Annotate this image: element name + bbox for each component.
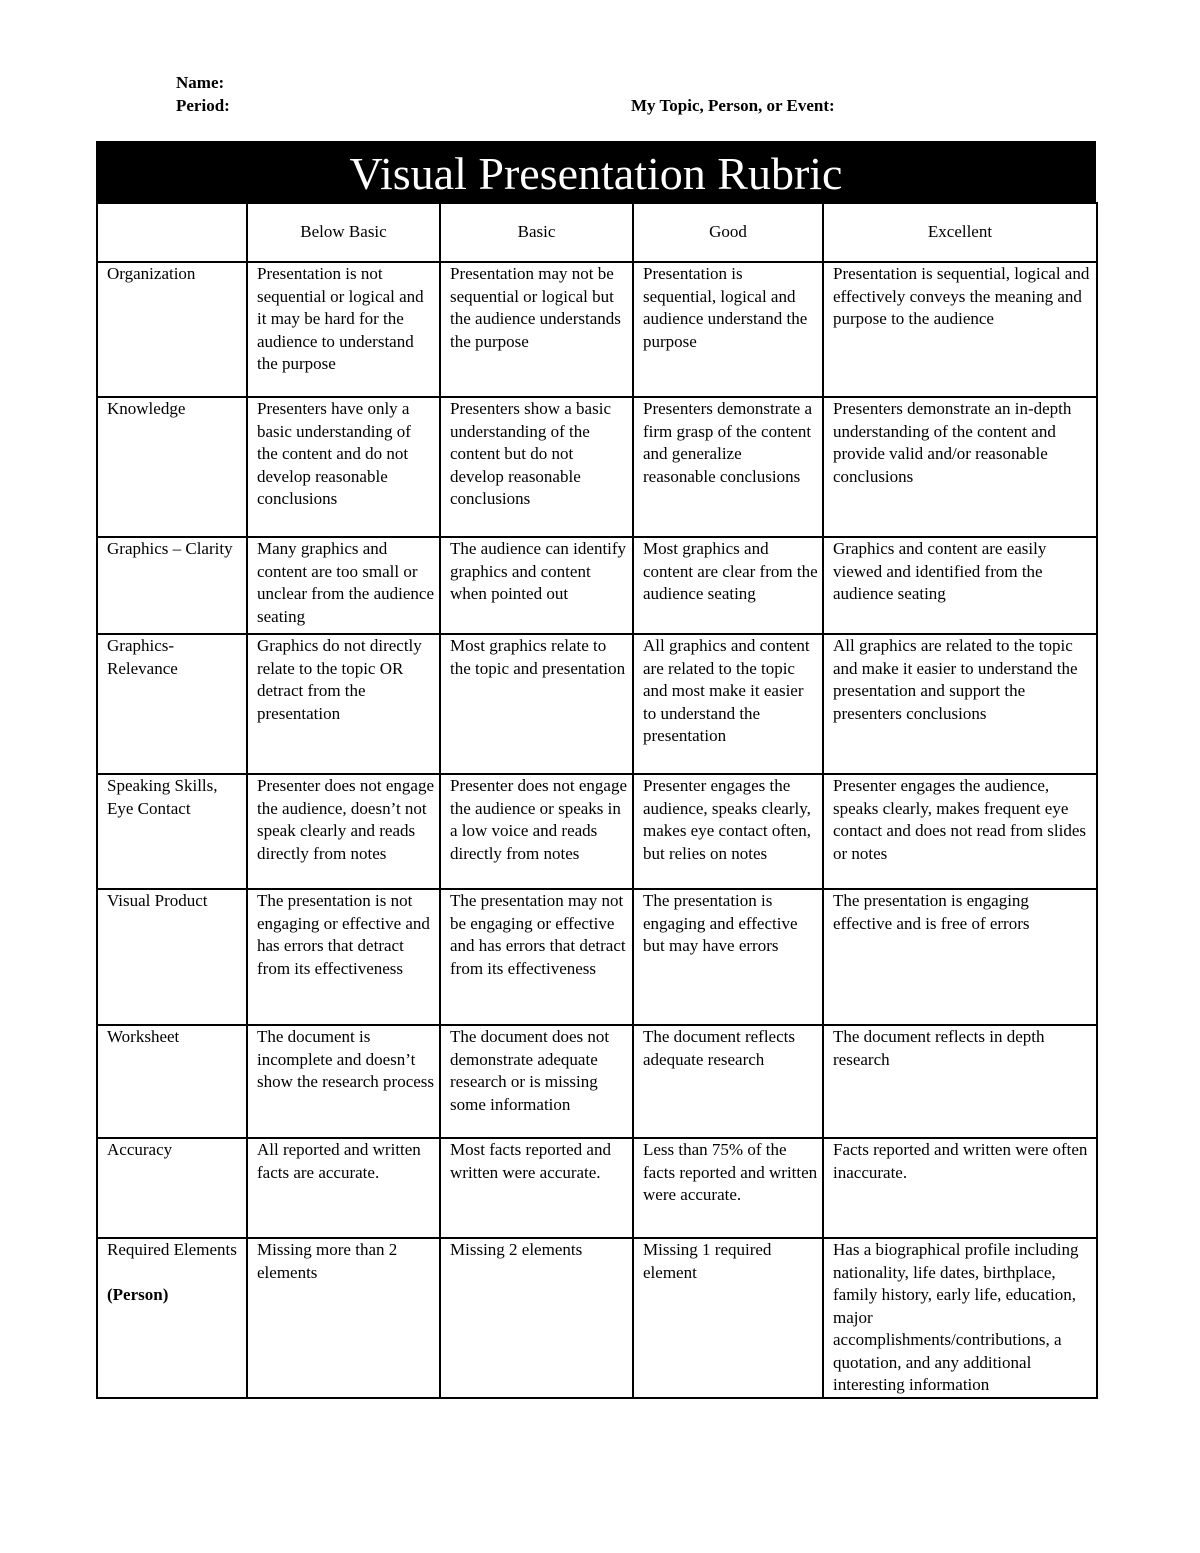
criterion-cell: Graphics – Clarity (97, 537, 247, 634)
table-row (97, 262, 1097, 397)
table-row (97, 889, 1097, 1025)
criterion-cell (97, 1238, 247, 1398)
basic-cell: The presentation may not be engaging or effective and has errors that detract from its effectiveness (440, 889, 633, 1025)
good-cell: Missing 1 required element (633, 1238, 823, 1398)
excellent-cell: All graphics are related to the topic and make it easier to understand the presentation and support the presenters conclusions (823, 634, 1097, 774)
good-cell: Presenter engages the audience, speaks clearly, makes eye contact often, but relies on notes (633, 774, 823, 889)
criterion-cell: Worksheet (97, 1025, 247, 1138)
column-header-row (97, 203, 1097, 262)
criterion-label: Required Elements (107, 1240, 237, 1259)
column-header-criterion (97, 203, 247, 262)
criterion-cell: Accuracy (97, 1138, 247, 1238)
below-basic-cell: Many graphics and content are too small or unclear from the audience seating (247, 537, 440, 634)
excellent-cell: The document reflects in depth research (823, 1025, 1097, 1138)
column-header-basic: Basic (440, 203, 633, 262)
name-label: Name: (176, 73, 225, 92)
table-row (97, 1238, 1097, 1398)
below-basic-cell: Presenters have only a basic understanding of the content and do not develop reasonable conclusions (247, 397, 440, 537)
criterion-cell: Organization (97, 262, 247, 397)
excellent-cell: Presentation is sequential, logical and effectively conveys the meaning and purpose to the audience (823, 262, 1097, 397)
criterion-note: (Person) (107, 1285, 169, 1304)
good-cell: Most graphics and content are clear from the audience seating (633, 537, 823, 634)
rubric-title: Visual Presentation Rubric (96, 141, 1096, 202)
below-basic-cell: All reported and written facts are accurate. (247, 1138, 440, 1238)
good-cell: The document reflects adequate research (633, 1025, 823, 1138)
table-row (97, 397, 1097, 537)
basic-cell: Presentation may not be sequential or logical but the audience understands the purpose (440, 262, 633, 397)
excellent-cell: Presenters demonstrate an in-depth understanding of the content and provide valid and/or reasonable conclusions (823, 397, 1097, 537)
table-row (97, 1025, 1097, 1138)
excellent-cell: The presentation is engaging effective and is free of errors (823, 889, 1097, 1025)
basic-cell: Most graphics relate to the topic and presentation (440, 634, 633, 774)
basic-cell: Most facts reported and written were accurate. (440, 1138, 633, 1238)
good-cell: All graphics and content are related to the topic and most make it easier to understand the presentation (633, 634, 823, 774)
below-basic-cell: Presentation is not sequential or logical and it may be hard for the audience to understand the purpose (247, 262, 440, 397)
excellent-cell: Presenter engages the audience, speaks clearly, makes frequent eye contact and does not read from slides or notes (823, 774, 1097, 889)
table-row (97, 537, 1097, 634)
basic-cell: The audience can identify graphics and content when pointed out (440, 537, 633, 634)
criterion-cell: Graphics- Relevance (97, 634, 247, 774)
excellent-cell: Facts reported and written were often inaccurate. (823, 1138, 1097, 1238)
period-label: Period: (176, 96, 230, 115)
basic-cell: Missing 2 elements (440, 1238, 633, 1398)
basic-cell: The document does not demonstrate adequate research or is missing some information (440, 1025, 633, 1138)
below-basic-cell: Presenter does not engage the audience, doesn’t not speak clearly and reads directly from notes (247, 774, 440, 889)
table-row (97, 1138, 1097, 1238)
rubric-table (96, 202, 1098, 1399)
good-cell: Presenters demonstrate a firm grasp of the content and generalize reasonable conclusions (633, 397, 823, 537)
column-header-below-basic: Below Basic (247, 203, 440, 262)
excellent-cell: Has a biographical profile including nationality, life dates, birthplace, family history, early life, education, major accomplishments/contributions, a quotation, and any additional interesting information (823, 1238, 1097, 1398)
good-cell: The presentation is engaging and effective but may have errors (633, 889, 823, 1025)
excellent-cell: Graphics and content are easily viewed and identified from the audience seating (823, 537, 1097, 634)
good-cell: Presentation is sequential, logical and audience understand the purpose (633, 262, 823, 397)
basic-cell: Presenters show a basic understanding of the content but do not develop reasonable conclusions (440, 397, 633, 537)
criterion-cell: Knowledge (97, 397, 247, 537)
table-row (97, 774, 1097, 889)
criterion-cell: Visual Product (97, 889, 247, 1025)
below-basic-cell: Missing more than 2 elements (247, 1238, 440, 1398)
topic-label: My Topic, Person, or Event: (631, 96, 835, 115)
table-row (97, 634, 1097, 774)
good-cell: Less than 75% of the facts reported and written were accurate. (633, 1138, 823, 1238)
below-basic-cell: Graphics do not directly relate to the topic OR detract from the presentation (247, 634, 440, 774)
below-basic-cell: The presentation is not engaging or effective and has errors that detract from its effectiveness (247, 889, 440, 1025)
below-basic-cell: The document is incomplete and doesn’t show the research process (247, 1025, 440, 1138)
column-header-excellent: Excellent (823, 203, 1097, 262)
basic-cell: Presenter does not engage the audience or speaks in a low voice and reads directly from notes (440, 774, 633, 889)
criterion-cell: Speaking Skills, Eye Contact (97, 774, 247, 889)
column-header-good: Good (633, 203, 823, 262)
